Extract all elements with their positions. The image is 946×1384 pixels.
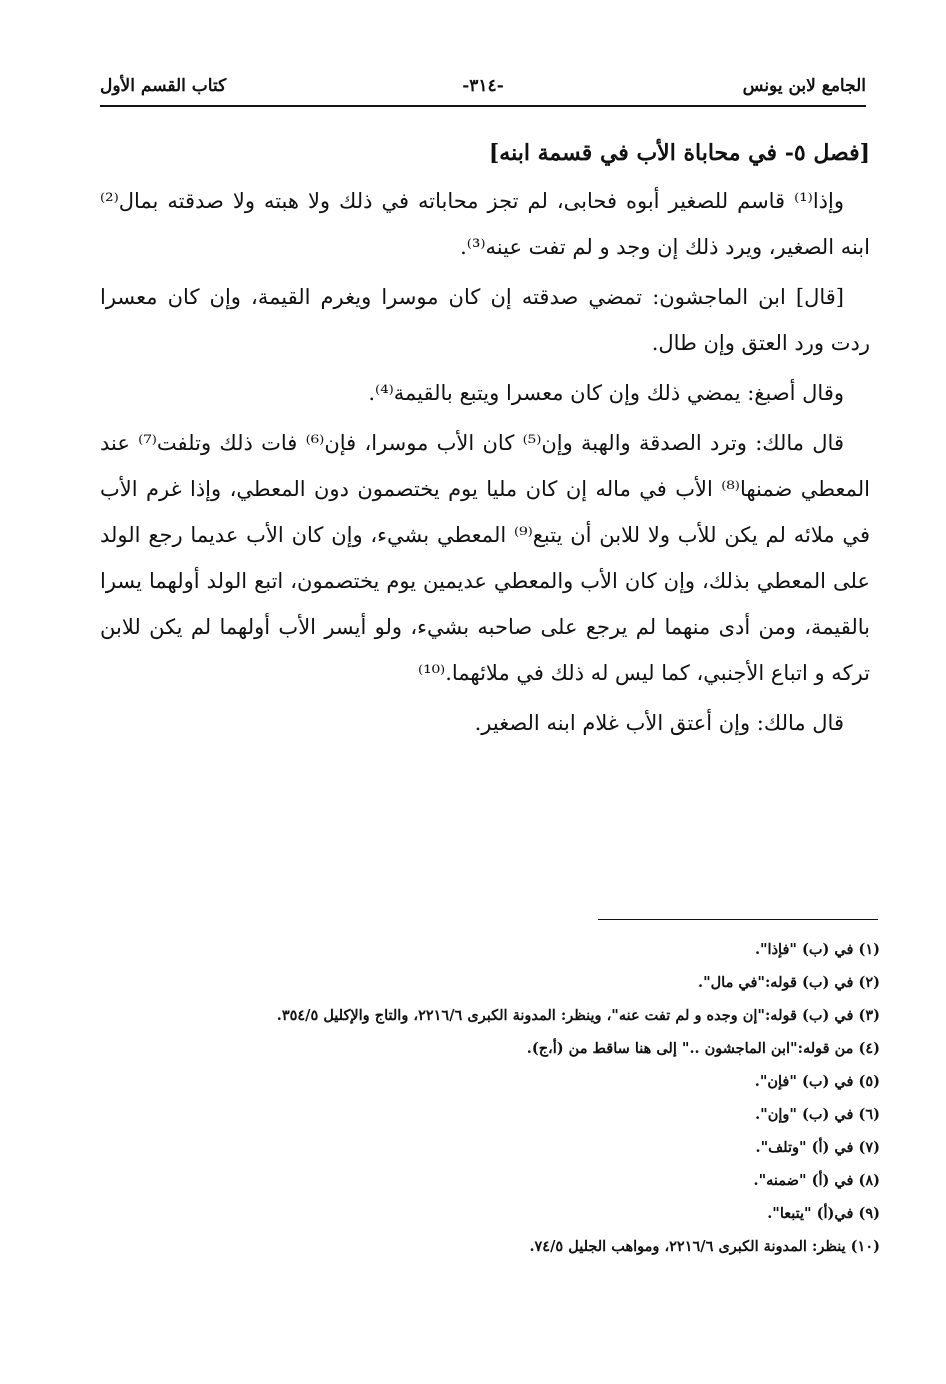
footnotes — [150, 933, 880, 1263]
paragraph: قال مالك: وترد الصدقة والهبة وإن⁽⁵⁾ كان الأب موسرا، فإن⁽⁶⁾ فات ذلك وتلفت⁽⁷⁾ عند المعطي ضمنها⁽⁸⁾ الأب في ماله إن كان مليا يوم يختصمون دون المعطي، وإذا غرم الأب في ملائه لم يكن للأب ولا للابن أن يتبع⁽⁹⁾ المعطي بشيء، وإن كان الأب عديما رجع الولد على المعطي بذلك، وإن كان الأب والمعطي عديمين يوم يختصمون، اتبع الولد أولهما يسرا بالقيمة، ومن أدى منهما لم يرجع على صاحبه بشيء، ولو أيسر الأب أولهما لم يكن للابن تركه و اتباع الأجنبي، كما ليس له ذلك في ملائهما.⁽¹⁰⁾ — [100, 431, 870, 685]
page-number: -٣١٤- — [462, 76, 504, 96]
paragraph: [قال] ابن الماجشون: تمضي صدقته إن كان موسرا ويغرم القيمة، وإن كان معسرا ردت ورد العتق وإن طال. — [100, 285, 870, 355]
footnote-divider — [598, 919, 878, 920]
paragraph: وإذا⁽¹⁾ قاسم للصغير أبوه فحابى، لم تجز محاباته في ذلك ولا هبته ولا صدقته بمال⁽²⁾ ابنه الصغير، ويرد ذلك إن وجد و لم تفت عينه⁽³⁾. — [100, 189, 870, 259]
page-header — [100, 72, 866, 102]
section-heading: [فصل ٥- في محاباة الأب في قسمة ابنه] — [488, 140, 870, 166]
footnote-item: (٨) في (أ) "ضمنه". — [753, 1172, 880, 1189]
footnote-item: (٥) في (ب) "فإن". — [754, 1073, 880, 1090]
header-divider — [100, 105, 866, 107]
footnote-item: (٢) في (ب) قوله:"في مال". — [698, 974, 880, 991]
footnote-item: (١٠) ينظر: المدونة الكبرى ٢٢١٦/٦، ومواهب الجليل ٧٤/٥. — [529, 1238, 880, 1255]
footnote-item: (٤) من قوله:"ابن الماجشون .." إلى هنا ساقط من (أ،ج). — [526, 1040, 880, 1057]
footnote-item: (٦) في (ب) "وإن". — [755, 1106, 880, 1123]
main-text — [100, 130, 870, 750]
footnote-item: (١) في (ب) "فإذا". — [754, 941, 880, 958]
footnote-item: (٣) في (ب) قوله:"إن وجده و لم تفت عنه"، وينظر: المدونة الكبرى ٢٢١٦/٦، والتاج والإكليل ٣٥٤/٥. — [276, 1007, 880, 1024]
footnote-item: (٩) في(أ) "يتبعا". — [767, 1205, 880, 1222]
footnote-item: (٧) في (أ) "وتلف". — [755, 1139, 880, 1156]
book-title: الجامع لابن يونس — [742, 76, 866, 96]
paragraph: قال مالك: وإن أعتق الأب غلام ابنه الصغير. — [474, 711, 844, 735]
part-title: كتاب القسم الأول — [100, 76, 227, 96]
paragraph: وقال أصبغ: يمضي ذلك وإن كان معسرا ويتبع بالقيمة⁽⁴⁾. — [368, 381, 844, 405]
